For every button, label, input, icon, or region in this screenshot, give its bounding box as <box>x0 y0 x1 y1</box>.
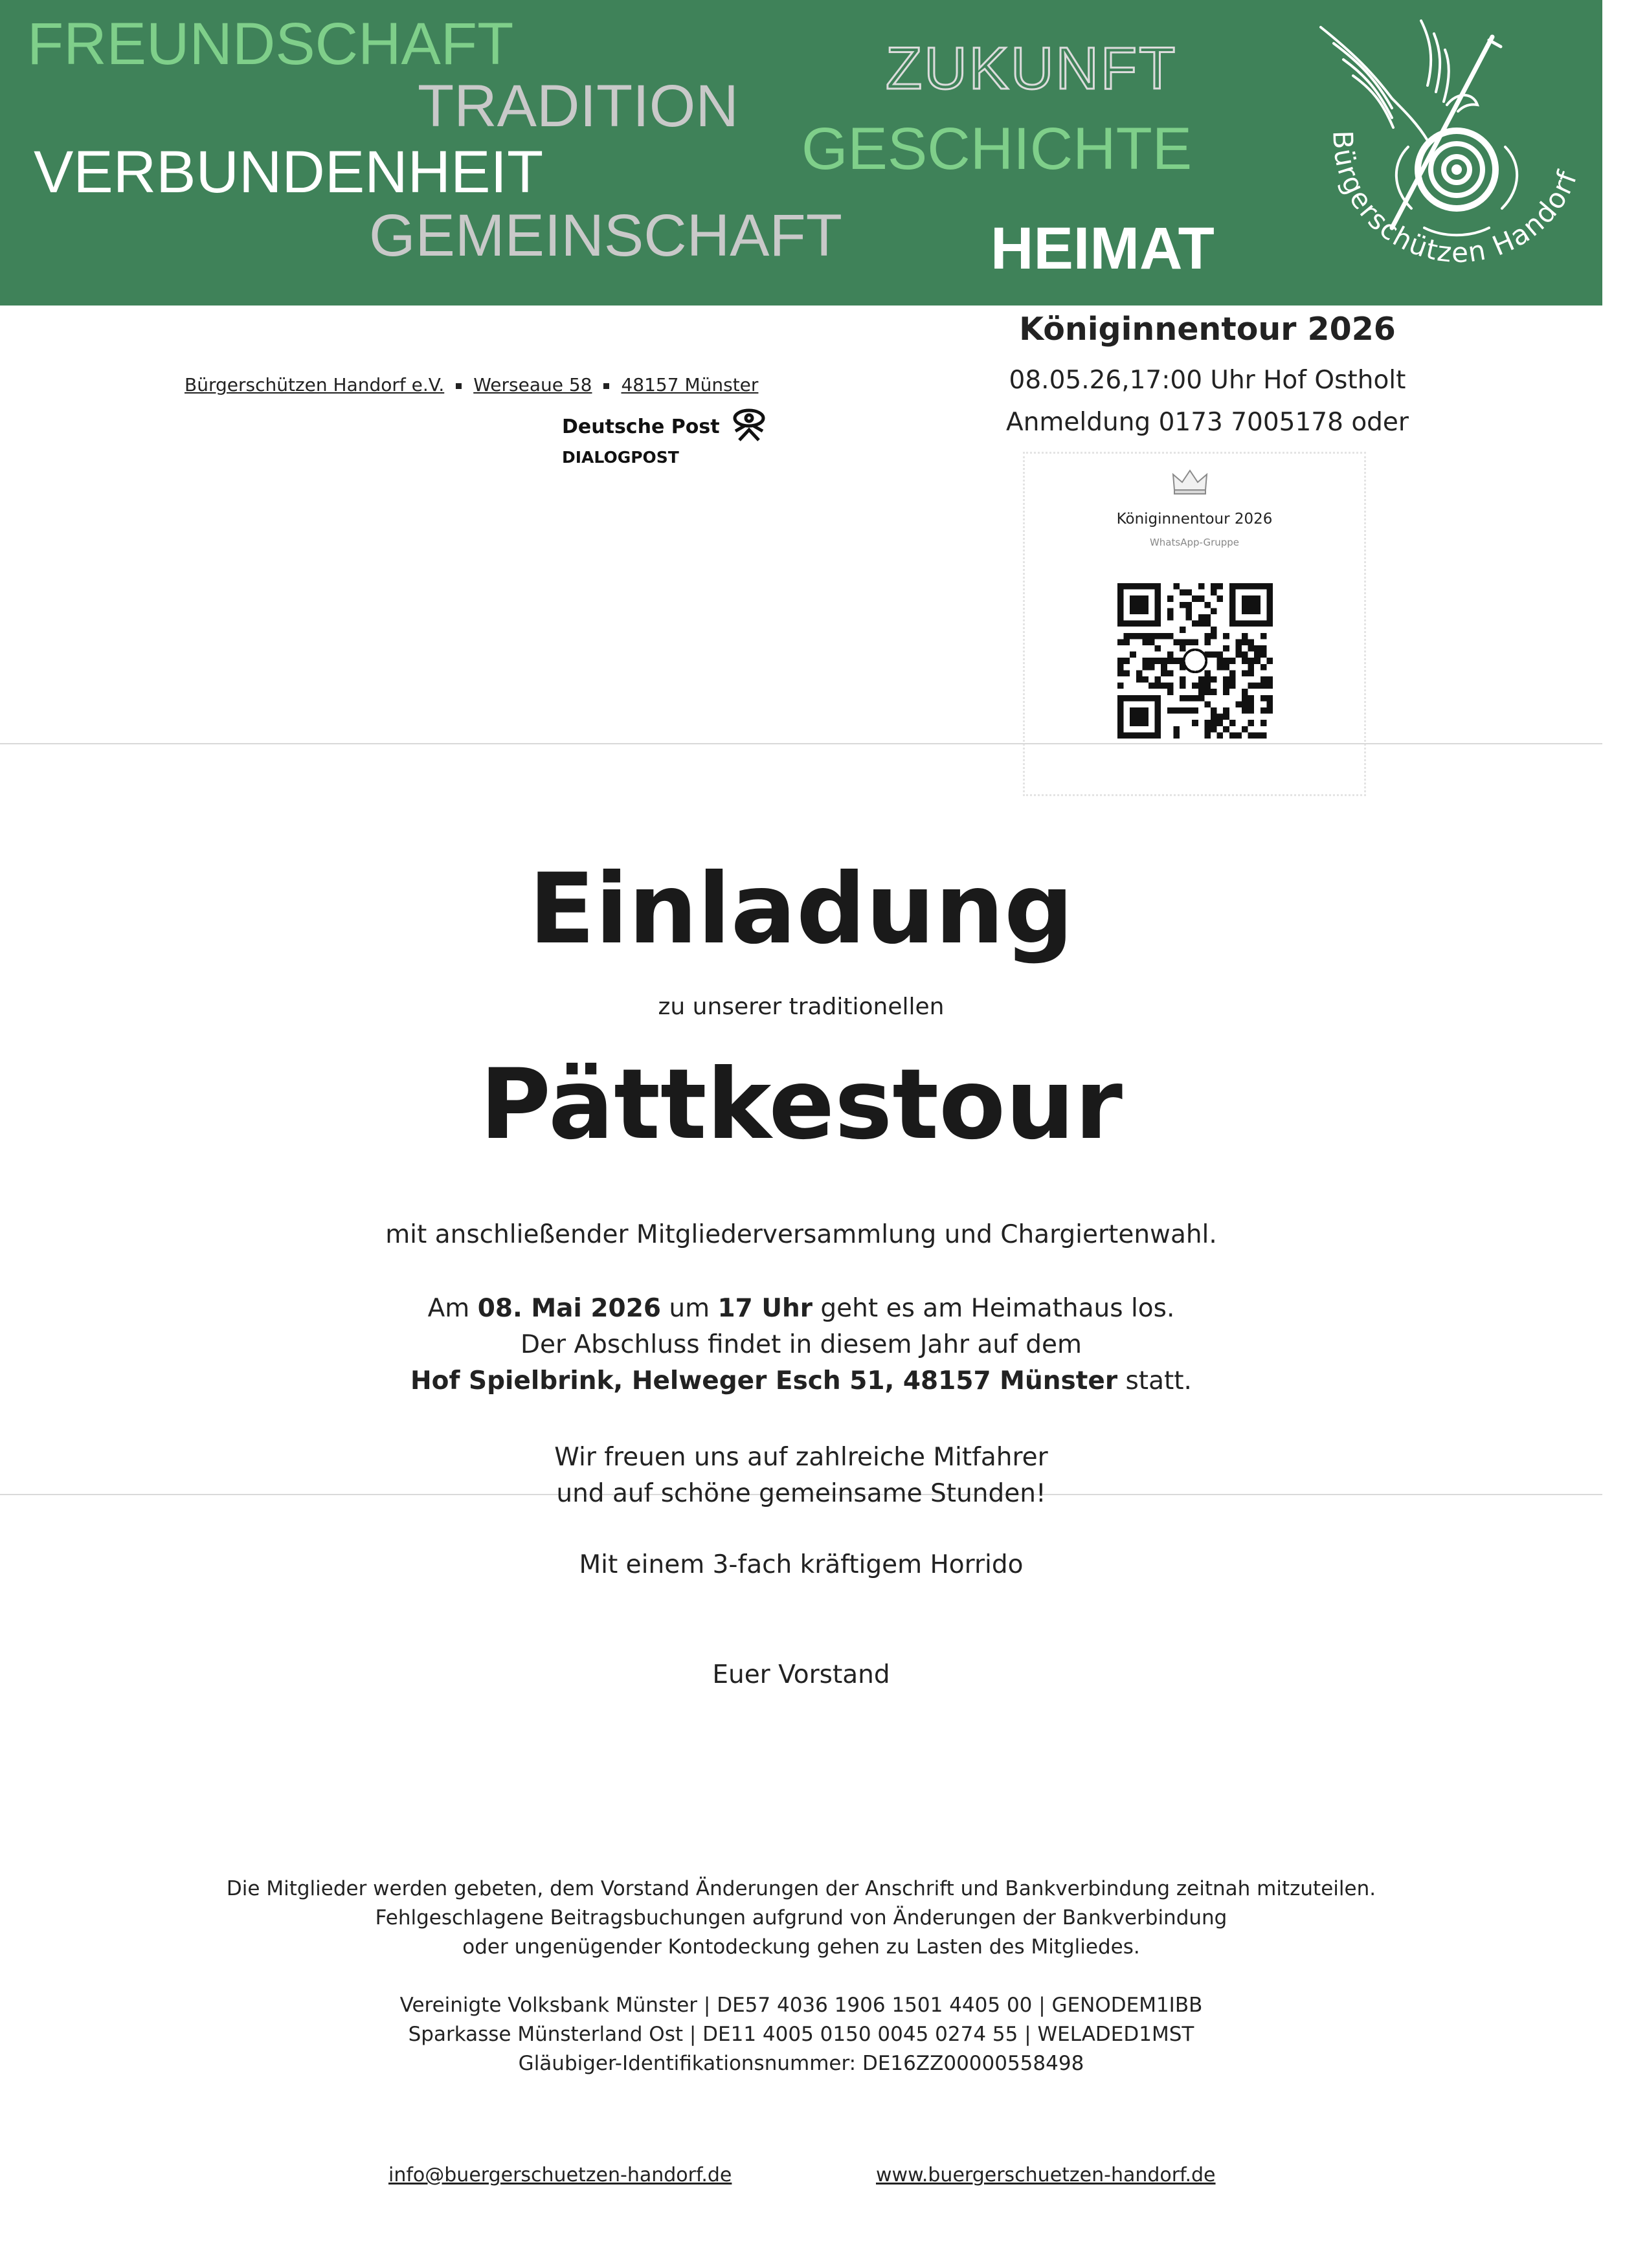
event-time: 17 Uhr <box>717 1294 813 1323</box>
sender-street: Werseaue 58 <box>473 374 592 395</box>
letter-intro: zu unserer traditionellen <box>658 994 945 1020</box>
creditor-id: Gläubiger-Identifikationsnummer: DE16ZZ00000558498 <box>518 2052 1084 2075</box>
qr-card-title: Königinnentour 2026 <box>1116 511 1273 528</box>
koeniginnentour-registration-line: Anmeldung 0173 7005178 oder <box>1006 408 1409 437</box>
greeting-line: Mit einem 3-fach kräftigem Horrido <box>579 1550 1024 1579</box>
deutsche-post-label: Deutsche Post <box>562 416 720 438</box>
qr-card-subtitle: WhatsApp-Gruppe <box>1149 537 1240 548</box>
event-date: 08. Mai 2026 <box>477 1294 661 1323</box>
event-subline: mit anschließender Mitgliederversammlung und Chargiertenwahl. <box>385 1220 1217 1249</box>
event-start-line <box>0 1296 1602 1321</box>
closing-line-1: Wir freuen uns auf zahlreiche Mitfahrer <box>554 1443 1048 1472</box>
event-location-line <box>0 1368 1602 1394</box>
sender-address-line <box>185 374 758 395</box>
banner-word-heimat: HEIMAT <box>991 216 1215 282</box>
footer-note-2: Fehlgeschlagene Beitragsbuchungen aufgrund von Änderungen der Bankverbindung <box>375 1906 1227 1929</box>
fold-line <box>0 743 1602 744</box>
banner-word-zukunft: ZUKUNFT <box>886 36 1178 102</box>
club-logo-icon <box>1295 14 1599 299</box>
banner-word-gemeinschaft: GEMEINSCHAFT <box>369 203 842 269</box>
header-banner <box>0 0 1602 306</box>
banner-word-tradition: TRADITION <box>418 73 739 139</box>
koeniginnentour-title: Königinnentour 2026 <box>1019 311 1396 348</box>
footer-note-1: Die Mitglieder werden gebeten, dem Vorstand Änderungen der Anschrift und Bankverbindung zeitnah mitzuteilen. <box>226 1877 1376 1900</box>
letter-title: Einladung <box>528 853 1074 966</box>
text-segment: statt. <box>1117 1366 1192 1395</box>
crown-icon <box>1171 467 1209 496</box>
separator-square-icon <box>603 383 609 389</box>
footer-note-3: oder ungenügender Kontodeckung gehen zu Lasten des Mitgliedes. <box>462 1935 1140 1959</box>
banner-word-verbundenheit: VERBUNDENHEIT <box>34 139 544 205</box>
sender-city: 48157 Münster <box>621 374 759 395</box>
banner-word-freundschaft: FREUNDSCHAFT <box>27 11 514 77</box>
sender-name: Bürgerschützen Handorf e.V. <box>185 374 445 395</box>
banner-word-geschichte: GESCHICHTE <box>801 116 1193 182</box>
dialogpost-label: DIALOGPOST <box>562 448 679 467</box>
text-segment: Am <box>427 1294 478 1323</box>
website-link[interactable]: www.buergerschuetzen-handorf.de <box>876 2164 1216 2186</box>
koeniginnentour-date-line: 08.05.26,17:00 Uhr Hof Ostholt <box>1009 366 1406 395</box>
text-segment: geht es am Heimathaus los. <box>812 1294 1175 1323</box>
signature: Euer Vorstand <box>712 1660 890 1689</box>
event-title: Pättkestour <box>480 1049 1123 1161</box>
closing-line-2: und auf schöne gemeinsame Stunden! <box>556 1479 1046 1508</box>
separator-square-icon <box>456 383 462 389</box>
event-end-line: Der Abschluss findet in diesem Jahr auf dem <box>521 1330 1082 1359</box>
text-segment: um <box>660 1294 718 1323</box>
email-link[interactable]: info@buergerschuetzen-handorf.de <box>388 2164 732 2186</box>
post-horn-icon <box>730 406 768 443</box>
bank-details-1: Vereinigte Volksbank Münster | DE57 4036 1906 1501 4405 00 | GENODEM1IBB <box>399 1994 1203 2017</box>
svg-text:Bürgerschützen Handorf: Bürgerschützen Handorf <box>1327 129 1584 269</box>
bank-details-2: Sparkasse Münsterland Ost | DE11 4005 0150 0045 0274 55 | WELADED1MST <box>408 2023 1194 2046</box>
whatsapp-qr-card <box>1023 452 1366 796</box>
whatsapp-qr-code-icon[interactable] <box>1117 583 1273 739</box>
event-location: Hof Spielbrink, Helweger Esch 51, 48157 Münster <box>410 1366 1118 1395</box>
